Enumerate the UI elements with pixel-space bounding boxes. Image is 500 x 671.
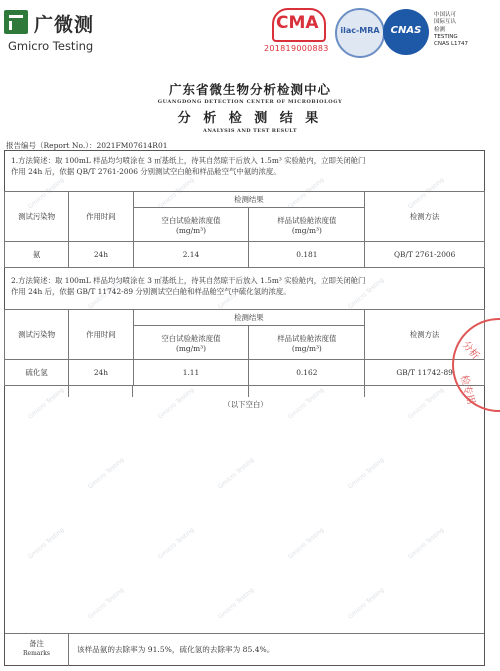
report-number: 报告编号（Report No.）：2021FM07614R01 [6, 141, 168, 150]
cnas-side-line: TESTING [434, 33, 458, 40]
cell-pollutant: 氨 [5, 242, 69, 268]
header-time: 作用时间 [69, 192, 133, 242]
cma-logo-text: CMA [276, 13, 319, 33]
watermark: Gmicro Testing [86, 276, 126, 311]
watermark: Gmicro Testing [406, 526, 446, 561]
header-results: 检测结果 [133, 310, 365, 326]
header-pollutant: 测试污染物 [5, 310, 69, 360]
seal-text: 检专用 [457, 374, 477, 406]
header-pollutant: 测试污染物 [5, 192, 69, 242]
watermark: Gmicro Testing [216, 586, 256, 621]
method-description-1 [11, 155, 481, 177]
gmicro-logo-icon [4, 10, 28, 34]
method-1-line-2: 作用 24h 后，依据 QB/T 2761-2006 分别测试空白舱和样品舱空气中氨的浓度。 [11, 167, 281, 176]
watermark: Gmicro Testing [156, 386, 196, 421]
cnas-side-line: 检测 [434, 26, 446, 33]
header-method: 检测方法 [365, 192, 485, 242]
seal-text: 分析 [459, 339, 482, 362]
method-description-2 [11, 275, 481, 297]
header-time: 作用时间 [69, 310, 133, 360]
remarks-text: 该样品氨的去除率为 91.5%，硫化氢的去除率为 85.4%。 [77, 645, 275, 654]
cnas-side-line: 国际互认 [434, 19, 457, 26]
cell-blank: 1.11 [133, 360, 249, 386]
cnas-side-line: CNAS L1747 [434, 41, 469, 48]
report-frame [4, 150, 485, 666]
watermark: Gmicro Testing [26, 526, 66, 561]
watermark: Gmicro Testing [286, 176, 326, 211]
cell-method: GB/T 11742-89 [365, 360, 485, 386]
cell-method: QB/T 2761-2006 [365, 242, 485, 268]
header-sample [249, 326, 365, 360]
method-2-line-1: 2.方法简述：取 100mL 样品均匀喷涂在 3 ㎡基纸上，待其自然晾干后放入 1.5m³ 实验舱内，立即关闭舱门 [11, 276, 366, 285]
watermark: Gmicro Testing [86, 456, 126, 491]
cnas-accreditation-text [434, 12, 500, 48]
ilac-mra-text: ilac-MRA [340, 26, 380, 35]
header-results: 检测结果 [133, 192, 365, 208]
result-table-1 [4, 191, 485, 268]
cnas-side-line: 中国认可 [434, 12, 457, 18]
header-method: 检测方法 [365, 310, 485, 360]
watermark: Gmicro Testing [286, 386, 326, 421]
column-divider [364, 386, 365, 397]
header-sample [249, 208, 365, 242]
watermark: Gmicro Testing [216, 276, 256, 311]
watermark: Gmicro Testing [26, 176, 66, 211]
remarks-label-cn: 备注 [29, 639, 44, 648]
header-blank-label: 空白试验舱浓度值 [161, 333, 221, 343]
watermark: Gmicro Testing [406, 386, 446, 421]
cell-sample: 0.162 [249, 360, 365, 386]
cnas-logo-text: CNAS [390, 25, 422, 36]
center-title-cn: 广东省微生物分析检测中心 [168, 82, 331, 97]
watermark: Gmicro Testing [346, 456, 386, 491]
header-blank-unit: (mg/m³) [176, 225, 206, 235]
header-sample-unit: (mg/m³) [291, 343, 322, 353]
center-title-en: GUANGDONG DETECTION CENTER OF MICROBIOLOGY [157, 99, 343, 105]
header-sample-label: 样品试验舱浓度值 [277, 215, 337, 225]
cma-number: 201819000883 [264, 44, 329, 53]
cell-pollutant: 硫化氢 [5, 360, 69, 386]
header-blank-unit: (mg/m³) [176, 343, 206, 353]
result-table-2 [4, 309, 485, 386]
brand-name-cn: 广微测 [34, 14, 95, 36]
watermark: Gmicro Testing [346, 276, 386, 311]
method-2-line-2: 作用 24h 后，依据 GB/T 11742-89 分别测试空白舱和样品舱空气中硫化氢的浓度。 [11, 287, 291, 296]
cell-time: 24h [69, 242, 133, 268]
watermark: Gmicro Testing [156, 176, 196, 211]
watermark: Gmicro Testing [26, 386, 66, 421]
header-blank [133, 208, 249, 242]
cnas-logo [383, 9, 429, 55]
gmicro-logo [4, 8, 114, 56]
remarks-column-divider [68, 633, 69, 666]
header-blank [133, 326, 249, 360]
watermark: Gmicro Testing [346, 586, 386, 621]
result-title-en: ANALYSIS AND TEST RESULT [203, 128, 297, 134]
cell-time: 24h [69, 360, 133, 386]
header-sample-label: 样品试验舱浓度值 [277, 333, 337, 343]
header-sample-unit: (mg/m³) [291, 225, 322, 235]
watermark: Gmicro Testing [86, 586, 126, 621]
column-divider [132, 386, 133, 397]
header-blank-label: 空白试验舱浓度值 [161, 215, 221, 225]
watermark: Gmicro Testing [286, 526, 326, 561]
remarks-divider [5, 633, 484, 634]
remarks-label-en: Remarks [23, 650, 50, 657]
cell-blank: 2.14 [133, 242, 249, 268]
method-1-line-1: 1.方法简述：取 100mL 样品均匀喷涂在 3 ㎡基纸上，待其自然晾干后放入 1.5m³ 实验舱内，立即关闭舱门 [11, 156, 366, 165]
cell-sample: 0.181 [249, 242, 365, 268]
watermark: Gmicro Testing [406, 176, 446, 211]
brand-name-en: Gmicro Testing [8, 39, 94, 53]
remarks-label [5, 639, 68, 659]
ilac-mra-logo [335, 8, 385, 58]
blank-below-note: （以下空白） [223, 400, 268, 409]
watermark: Gmicro Testing [156, 526, 196, 561]
watermark: Gmicro Testing [216, 456, 256, 491]
column-divider [248, 386, 249, 397]
result-title-cn: 分 析 检 测 结 果 [177, 111, 323, 126]
column-divider [68, 386, 69, 397]
cma-logo [264, 8, 334, 56]
